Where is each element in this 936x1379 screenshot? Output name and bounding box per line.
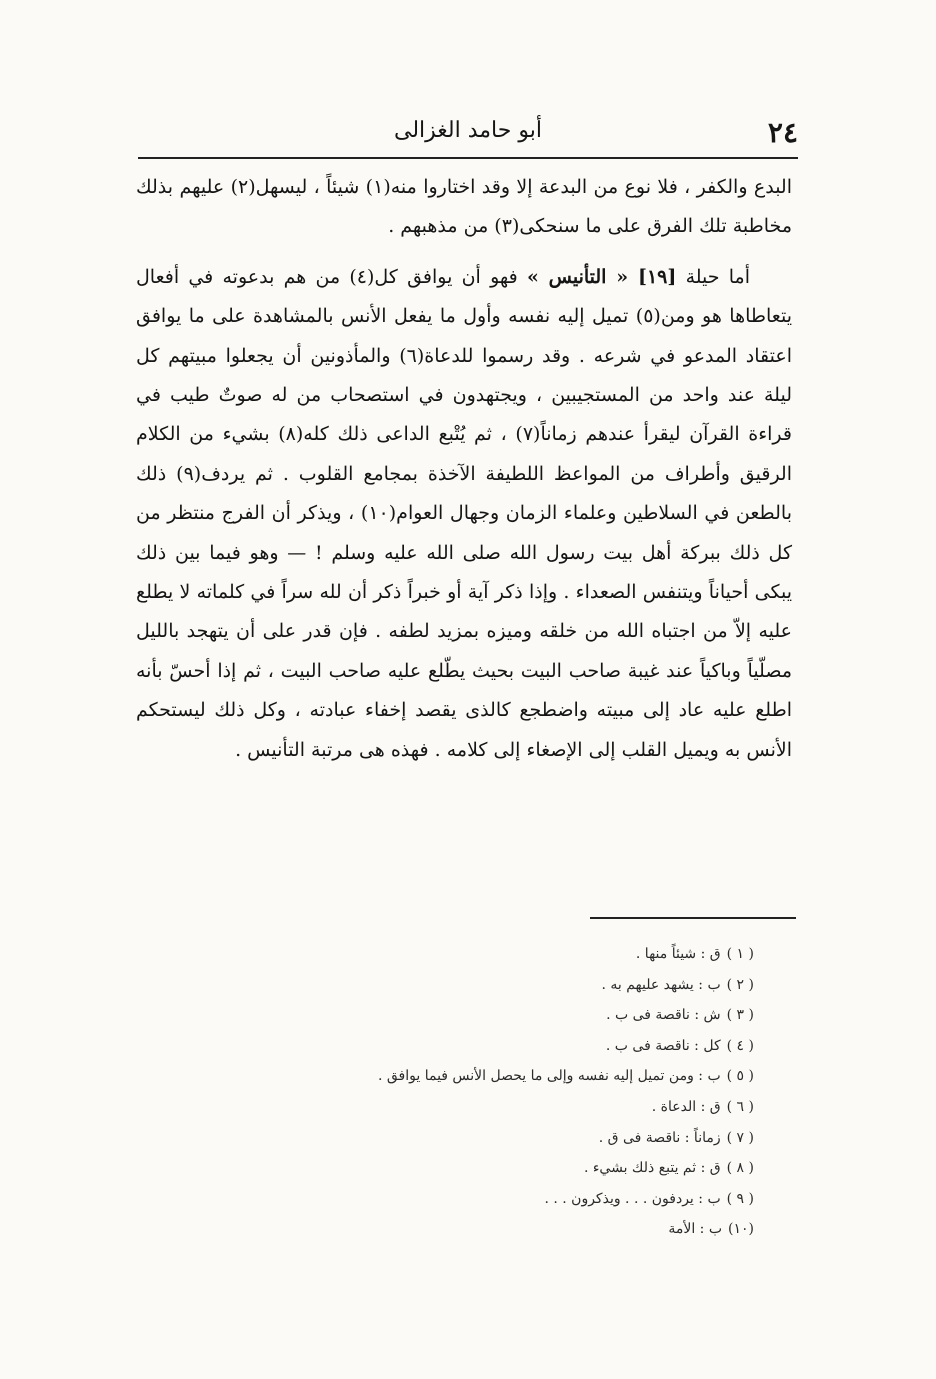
footnote-number: (١٠) (728, 1221, 754, 1238)
footnote-text: ب : الأمة (668, 1221, 723, 1238)
footnote-number: ( ١ ) (726, 946, 754, 962)
footnote-number: ( ٣ ) (726, 1007, 754, 1024)
tanis-paragraph (136, 258, 792, 770)
header-rule (138, 157, 798, 159)
footnote (180, 1123, 754, 1154)
footnote-rule (590, 917, 796, 919)
footnote (180, 1214, 754, 1245)
paragraph-intro: أما حيلة (676, 265, 751, 288)
footnote-text: ق : الدعاة . (651, 1098, 721, 1115)
page-number: ٢٤ (767, 116, 798, 149)
footnote-text: ش : ناقصة فى ب . (606, 1007, 721, 1024)
footnotes (180, 939, 754, 1245)
page-header (138, 112, 798, 154)
footnote-number: ( ٦ ) (726, 1098, 754, 1115)
footnote-number: ( ٢ ) (726, 976, 754, 993)
footnote-number: ( ٤ ) (726, 1037, 754, 1054)
footnote-number: ( ٥ ) (726, 1068, 754, 1085)
footnote-text: ب : ومن تميل إليه نفسه وإلى ما يحصل الأنس فيما يوافق . (377, 1068, 721, 1085)
footnote-text: ب : يردفون . . . ويذكرون . . . (544, 1190, 721, 1207)
footnote (180, 939, 754, 970)
footnote (180, 1184, 754, 1215)
section-marker: [١٩] « التأنيس » (526, 265, 677, 288)
footnote (180, 970, 754, 1001)
paragraph-text: فهو أن يوافق كل(٤) من هم بدعوته في أفعال يتعاطاها هو ومن(٥) تميل إليه نفسه وأول ما يفعل الأنس بالمشاهدة على ما يوافق اعتقاد المدعو في شرعه . وقد رسموا للدعاة(٦) والمأذونين أن يجعلوا مبيتهم كل ليلة عند واحد من المستجيبين ، ويجتهدون في استصحاب من له صوتٌ طيب في قراءة القرآن ليقرأ عندهم زماناً(٧) ، ثم يُتْبع الداعى ذلك كله(٨) بشيء من الكلام الرقيق وأطراف من المواعظ اللطيفة الآخذة بمجامع القلوب . ثم يردف(٩) ذلك بالطعن في السلاطين وعلماء الزمان وجهال العوام(١٠) ، ويذكر أن الفرج منتظر من كل ذلك ببركة أهل بيت رسول الله صلى الله عليه وسلم ! — وهو فيما بين ذلك يبكى أحياناً ويتنفس الصعداء . وإذا ذكر آية أو خبراً ذكر أن لله سراً في كلماته لا يطلع عليه إلاّ من اجتباه الله من خلقه وميزه بمزيد لطفه . فإن قدر على أن يتهجد بالليل مصلّياً وباكياً عند غيبة صاحب البيت بحيث يطّلع عليه صاحب البيت ، ثم إذا أحسّ بأنه اطلع عليه عاد إلى مبيته واضطجع كالذى يقصد إخفاء عبادته ، وكل ذلك ليستحكم الأنس به ويميل القلب إلى الإصغاء إلى كلامه . فهذه هى مرتبة التأنيس . (136, 265, 793, 761)
footnote-number: ( ٧ ) (726, 1129, 754, 1146)
footnote (180, 1153, 754, 1184)
footnote (180, 1061, 754, 1092)
footnote-text: كل : ناقصة فى ب . (605, 1037, 721, 1054)
running-title: أبو حامد الغزالى (394, 118, 542, 143)
footnote (180, 1031, 754, 1062)
footnote-text: ب : يشهد عليهم به . (601, 976, 721, 993)
footnote (180, 1000, 754, 1031)
continuation-paragraph: البدع والكفر ، فلا نوع من البدعة إلا وقد اختاروا منه(١) شيئاً ، ليسهل(٢) عليهم بذلك مخاطبة تلك الفرق على ما سنحكى(٣) من مذهبهم . (136, 176, 792, 238)
footnote-text: ق : شيئاً منها . (635, 946, 721, 962)
footnote-number: ( ٨ ) (726, 1160, 754, 1177)
footnote-number: ( ٩ ) (726, 1190, 754, 1207)
footnote (180, 1092, 754, 1123)
footnote-text: زماناً : ناقصة فى ق . (598, 1129, 721, 1146)
footnote-text: ق : ثم يتبع ذلك بشيء . (583, 1160, 721, 1177)
main-text (136, 168, 792, 770)
